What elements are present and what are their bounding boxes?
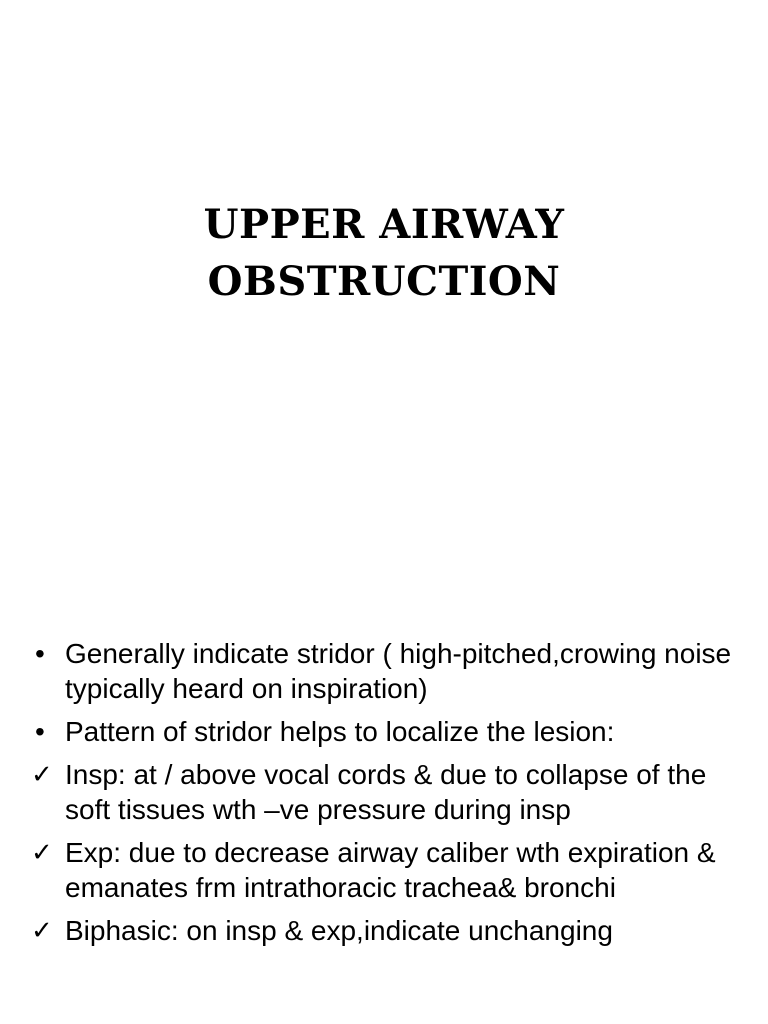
bullet-item — [30, 757, 755, 827]
slide-title-line-1: UPPER AIRWAY — [203, 201, 565, 248]
slide-title — [0, 196, 768, 310]
bullet-text: Generally indicate stridor ( high-pitched,crowing noise typically heard on inspiration) — [65, 638, 732, 704]
bullet-text: Pattern of stridor helps to localize the lesion: — [65, 716, 615, 747]
bullet-text: Exp: due to decrease airway caliber wth expiration & emanates frm intrathoracic trachea& bronchi — [65, 837, 716, 903]
slide-title-line-2: OBSTRUCTION — [207, 258, 561, 305]
checkmark-icon: ✓ — [31, 759, 53, 789]
bullet-item — [30, 714, 755, 749]
bullet-dot-icon: • — [35, 716, 45, 747]
bullet-item — [30, 835, 755, 905]
checkmark-icon: ✓ — [31, 837, 53, 867]
bullet-item — [30, 913, 755, 948]
bullet-list — [30, 636, 755, 956]
bullet-text: Biphasic: on insp & exp,indicate unchanging — [65, 915, 613, 946]
bullet-dot-icon: • — [35, 638, 45, 669]
bullet-text: Insp: at / above vocal cords & due to collapse of the soft tissues wth –ve pressure during insp — [65, 759, 707, 825]
checkmark-icon: ✓ — [31, 915, 53, 945]
bullet-item — [30, 636, 755, 706]
